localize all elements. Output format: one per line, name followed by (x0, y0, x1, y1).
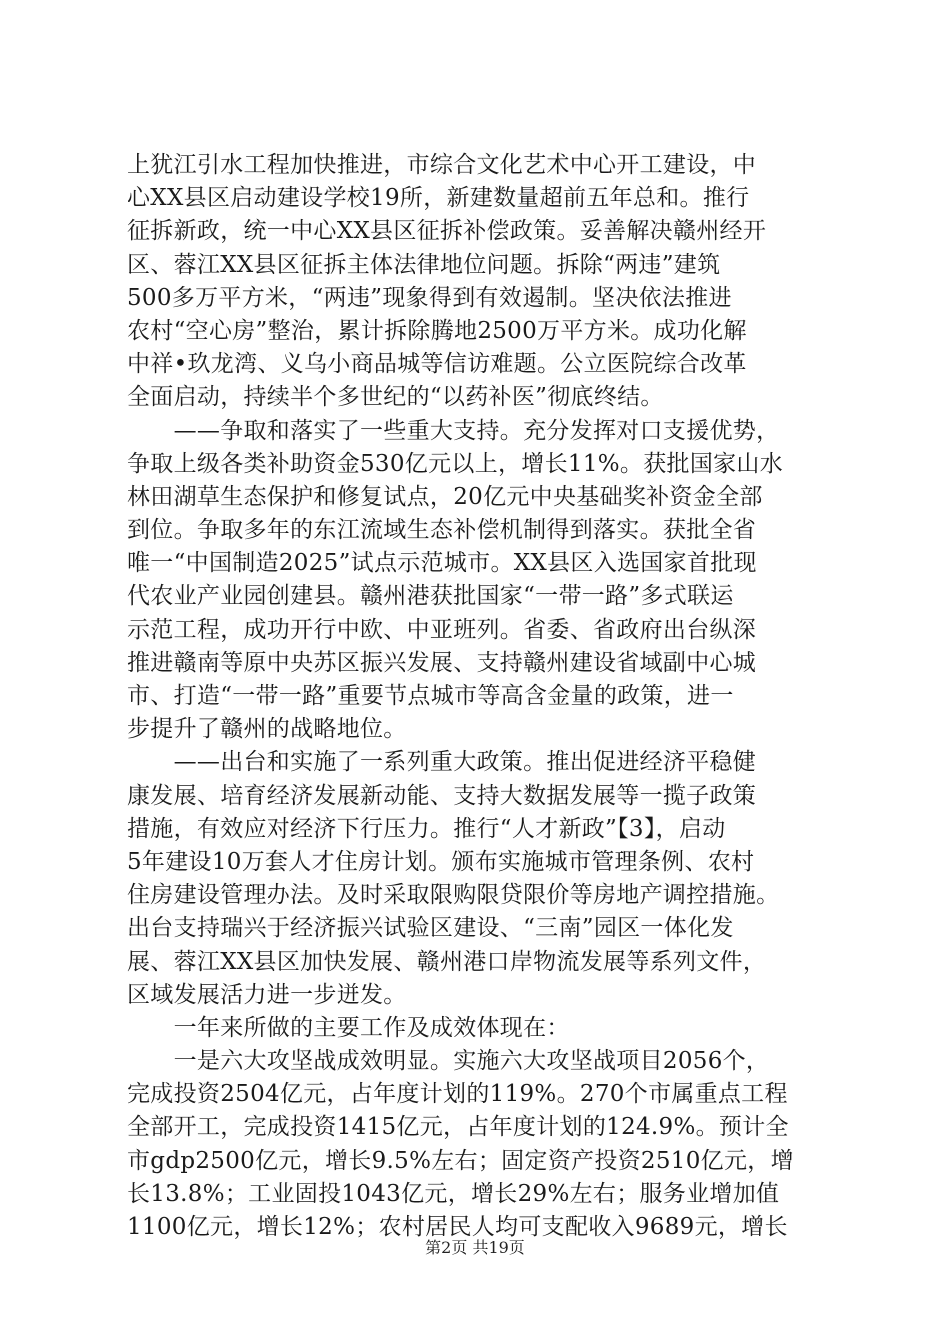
text-line: ——出台和实施了一系列重大政策。推出促进经济平稳健 (127, 749, 757, 776)
text-line: 1100亿元，增长12%；农村居民人均可支配收入9689元，增长 (127, 1214, 788, 1240)
text-line: 康发展、培育经济发展新动能、支持大数据发展等一揽子政策 (127, 782, 757, 809)
text-line: 步提升了赣州的战略地位。 (127, 716, 407, 743)
text-line: 完成投资2504亿元，占年度计划的119%。270个市属重点工程 (127, 1081, 788, 1108)
text-line: 示范工程，成功开行中欧、中亚班列。省委、省政府出台纵深 (127, 616, 757, 643)
text-line: 一年来所做的主要工作及成效体现在： (127, 1014, 570, 1041)
text-line: 争取上级各类补助资金530亿元以上，增长11%。获批国家山水 (127, 450, 784, 477)
text-line: 住房建设管理办法。及时采取限购限贷限价等房地产调控措施。 (127, 882, 780, 909)
text-line: 中祥•玖龙湾、义乌小商品城等信访难题。公立医院综合改革 (127, 351, 747, 378)
page-number-footer: 第2页 共19页 (425, 1238, 525, 1257)
text-line: 500多万平方米，“两违”现象得到有效遏制。坚决依法推进 (127, 284, 732, 311)
text-line: 出台支持瑞兴于经济振兴试验区建设、“三南”园区一体化发 (127, 915, 734, 942)
text-line: 推进赣南等原中央苏区振兴发展、支持赣州建设省域副中心城 (127, 649, 757, 676)
text-line: 上犹江引水工程加快推进，市综合文化艺术中心开工建设，中 (127, 152, 757, 178)
text-line: 措施，有效应对经济下行压力。推行“人才新政”【3】，启动 (127, 815, 726, 842)
text-line: 全面启动，持续半个多世纪的“以药补医”彻底终结。 (127, 384, 664, 411)
text-line: 区域发展活力进一步迸发。 (127, 981, 407, 1008)
text-line: 长13.8%；工业固投1043亿元，增长29%左右；服务业增加值 (127, 1180, 780, 1207)
text-line: 5年建设10万套人才住房计划。颁布实施城市管理条例、农村 (127, 848, 755, 875)
text-line: 征拆新政，统一中心XX县区征拆补偿政策。妥善解决赣州经开 (127, 218, 767, 245)
text-line: 林田湖草生态保护和修复试点，20亿元中央基础奖补资金全部 (127, 483, 763, 510)
text-line: 区、蓉江XX县区征拆主体法律地位问题。拆除“两违”建筑 (127, 251, 721, 278)
text-line: 代农业产业园创建县。赣州港获批国家“一带一路”多式联运 (127, 583, 734, 610)
body-text (127, 149, 827, 1244)
text-line: 全部开工，完成投资1415亿元，占年度计划的124.9%。预计全 (127, 1114, 789, 1141)
text-line: 市、打造“一带一路”重要节点城市等高含金量的政策，进一 (127, 683, 734, 709)
text-line: 农村“空心房”整治，累计拆除腾地2500万平方米。成功化解 (127, 317, 747, 344)
text-line: 心XX县区启动建设学校19所，新建数量超前五年总和。推行 (127, 185, 750, 212)
text-line: 一是六大攻坚战成效明显。实施六大攻坚战项目2056个， (127, 1048, 770, 1075)
text-line: 到位。争取多年的东江流域生态补偿机制得到落实。获批全省 (127, 517, 757, 544)
text-line: 展、蓉江XX县区加快发展、赣州港口岸物流发展等系列文件， (127, 948, 767, 975)
text-line: 市gdp2500亿元，增长9.5%左右；固定资产投资2510亿元，增 (127, 1147, 794, 1174)
text-line: 唯一“中国制造2025”试点示范城市。XX县区入选国家首批现 (127, 550, 757, 577)
text-line: ——争取和落实了一些重大支持。充分发挥对口支援优势， (127, 417, 780, 444)
